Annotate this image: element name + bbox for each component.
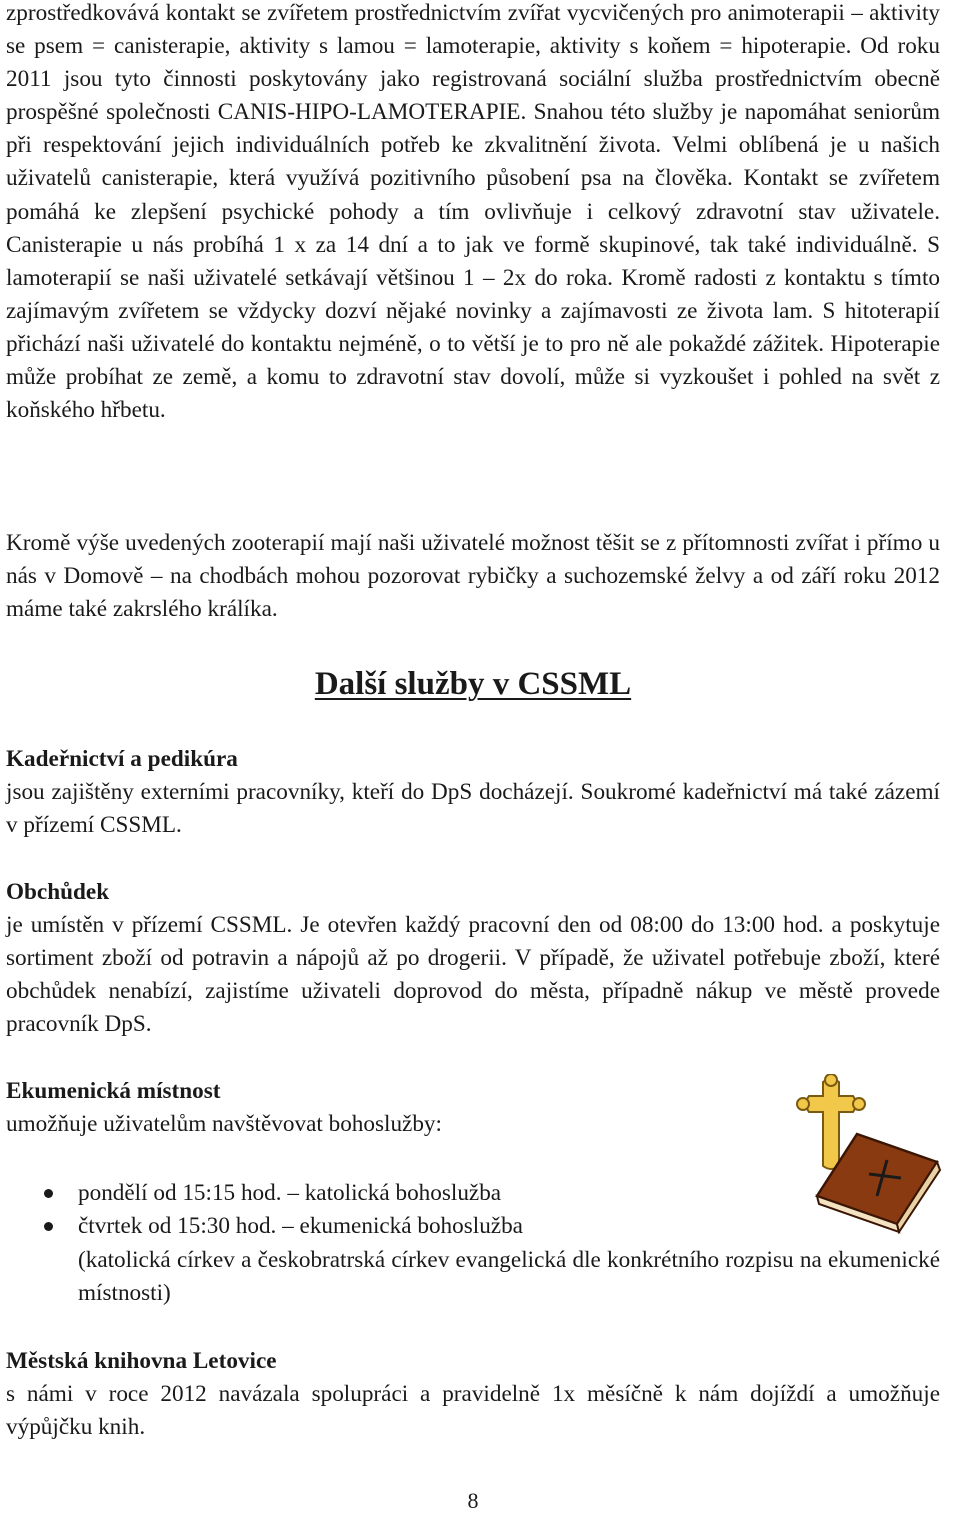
section-heading: Další služby v CSSML <box>314 666 632 702</box>
library-title: Městská knihovna Letovice <box>6 1348 277 1374</box>
bullet-icon <box>44 1222 53 1231</box>
service-note: (katolická církev a českobratrská církev evangelická dle konkrétního rozpisu na ekumenické místnosti) <box>78 1247 940 1307</box>
shop-text: je umístěn v přízemí CSSML. Je otevřen každý pracovní den od 08:00 do 13:00 hod. a poskytuje sortiment zboží od potravin a nápojů až po drogerii. V případě, že uživatel potřebuje zboží, které obchůdek nenabízí, zajistíme uživateli doprovod do města, případně nákup ve městě provede pracovník DpS. <box>6 912 940 1038</box>
intro-paragraph: zprostředkovává kontakt se zvířetem prostřednictvím zvířat vycvičených pro animoterapii – aktivity se psem = canisterapie, aktivity s lamou = lamoterapie, aktivity s koňem = hipoterapie. Od roku 2011 jsou tyto činnosti poskytovány jako registrovaná sociální služba prostřednictvím obecně prospěšné společnosti CANIS-HIPO-LAMOTERAPIE. Snahou této služby je napomáhat seniorům při respektování jejich individuálních potřeb ke zkvalitnění života. Velmi oblíbená je u našich uživatelů canisterapie, která využívá pozitivního působení psa na člověka. Kontakt se zvířetem pomáhá ke zlepšení psychické pohody a tím ovlivňuje i celkový zdravotní stav uživatele. Canisterapie u nás probíhá 1 x za 14 dní a to jak ve formě skupinové, tak také individuálně. S lamoterapií se naši uživatelé setkávají většinou 1 – 2x do roka. Kromě radosti z kontaktu s tímto zajímavým zvířetem se vždycky dozví nějaké novinky a zajímavosti ze života lam. S hitoterapií přichází naši uživatelé do kontaktu nejméně, o to větší je to pro ně ale pokaždé zážitek. Hipoterapie může probíhat ze země, a komu to zdravotní stav dovolí, může si vyzkoušet i pohled na svět z koňského hřbetu. <box>6 0 940 424</box>
bullet-icon <box>44 1189 53 1198</box>
chapel-title: Ekumenická místnost <box>6 1078 221 1104</box>
hairdresser-title: Kadeřnictví a pedikúra <box>6 746 238 772</box>
hairdresser-text: jsou zajištěny externími pracovníky, kteří do DpS docházejí. Soukromé kadeřnictví má také zázemí v přízemí CSSML. <box>6 779 940 839</box>
chapel-text: umožňuje uživatelům navštěvovat bohoslužby: <box>6 1111 442 1137</box>
library-text: s námi v roce 2012 navázala spolupráci a pravidelně 1x měsíčně k nám dojíždí a umožňuje výpůjčku knih. <box>6 1381 940 1441</box>
bible-with-cross-icon <box>787 1074 947 1234</box>
list-item-text: pondělí od 15:15 hod. – katolická bohoslužba <box>78 1180 502 1206</box>
page-number: 8 <box>467 1488 479 1513</box>
list-item-text: čtvrtek od 15:30 hod. – ekumenická bohoslužba <box>78 1213 523 1240</box>
shop-title: Obchůdek <box>6 879 110 905</box>
intro-paragraph-2: Kromě výše uvedených zooterapií mají naši uživatelé možnost těšit se z přítomnosti zvířat i přímo u nás v Domově – na chodbách mohou pozorovat rybičky a suchozemské želvy a od září roku 2012 máme také zakrslého králíka. <box>6 530 940 623</box>
